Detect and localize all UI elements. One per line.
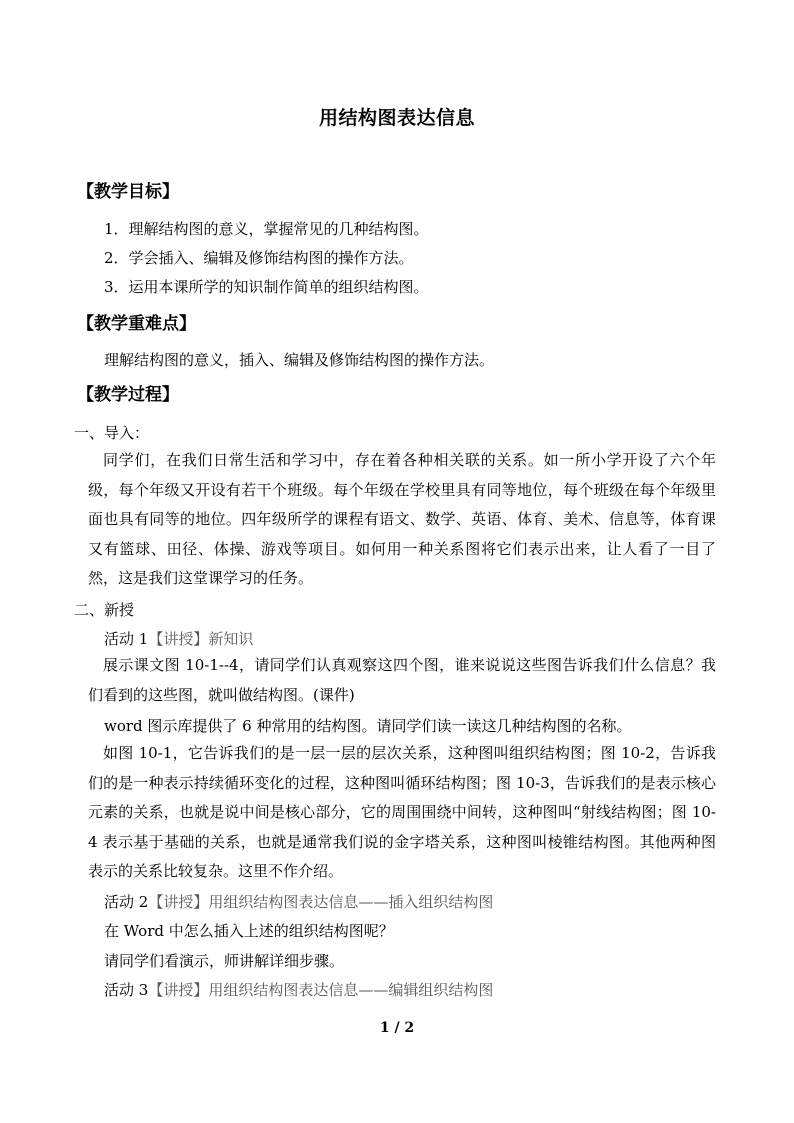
keypoints-heading: 【教学重难点】 (77, 314, 196, 334)
activity-2-prefix: 活动 2 (104, 893, 149, 911)
intro-heading: 一、导入： (74, 424, 150, 442)
activity-2-tag: 【讲授】 (148, 893, 209, 911)
goals-heading: 【教学目标】 (77, 182, 179, 202)
new-lesson-heading: 二、新授 (74, 601, 135, 619)
show-paragraph: 展示课文图 10-1--4，请同学们认真观察这四个图，谁来说说这些图告诉我们什么信息？我们看到的这些图，就叫做结构图。(课件) (88, 656, 716, 704)
page-number: 1 / 2 (379, 1020, 415, 1036)
activity-3-tag: 【讲授】 (148, 981, 209, 999)
activity-1-tag: 【讲授】 (148, 630, 209, 648)
activity-3-prefix: 活动 3 (104, 981, 149, 999)
figure-paragraph: 如图 10-1，它告诉我们的是一层一层的层次关系，这种图叫组织结构图；图 10-2，告诉我们的是一种表示持续循环变化的过程，这种图叫循环结构图；图 10-3，告诉我们的是表示核心元素的关系，也就是说中间是核心部分，它的周围围绕中间转，这种图叫“射线结构图；图 10-4 表示基于基础的关系，也就是通常我们说的金字塔关系，这种图叫棱锥结构图。其他两种图表示的关系比较复杂。这里不作介绍。 (88, 744, 716, 881)
demo-text: 请同学们看演示，师讲解详细步骤。 (104, 952, 345, 970)
goal-item-2: 2．学会插入、编辑及修饰结构图的操作方法。 (104, 249, 414, 267)
activity-2-heading (104, 892, 493, 912)
activity-3-title: 用组织结构图表达信息——编辑组织结构图 (208, 981, 494, 999)
activity-1-prefix: 活动 1 (104, 630, 149, 648)
keypoints-text: 理解结构图的意义，插入、编辑及修饰结构图的操作方法。 (104, 351, 495, 369)
activity-3-heading (104, 980, 493, 1000)
page-title: 用结构图表达信息 (318, 107, 475, 129)
question-text: 在 Word 中怎么插入上述的组织结构图呢？ (104, 922, 394, 940)
activity-2-title: 用组织结构图表达信息——插入组织结构图 (208, 893, 494, 911)
goal-item-3: 3．运用本课所学的知识制作简单的组织结构图。 (104, 278, 429, 296)
goal-item-1: 1．理解结构图的意义，掌握常见的几种结构图。 (104, 220, 429, 238)
process-heading: 【教学过程】 (77, 385, 179, 405)
activity-1-heading (104, 629, 253, 649)
word-library-text: word 图示库提供了 6 种常用的结构图。请同学们读一读这几种结构图的名称。 (104, 717, 632, 735)
intro-paragraph: 同学们，在我们日常生活和学习中，存在着各种相关联的关系。如一所小学开设了六个年级，每个年级又开设有若干个班级。每个年级在学校里具有同等地位，每个班级在每个年级里面也具有同等的地位。四年级所学的课程有语文、数学、英语、体育、美术、信息等，体育课又有篮球、田径、体操、游戏等项目。如何用一种关系图将它们表示出来，让人看了一目了然，这是我们这堂课学习的任务。 (88, 451, 716, 588)
activity-1-title: 新知识 (208, 630, 254, 648)
